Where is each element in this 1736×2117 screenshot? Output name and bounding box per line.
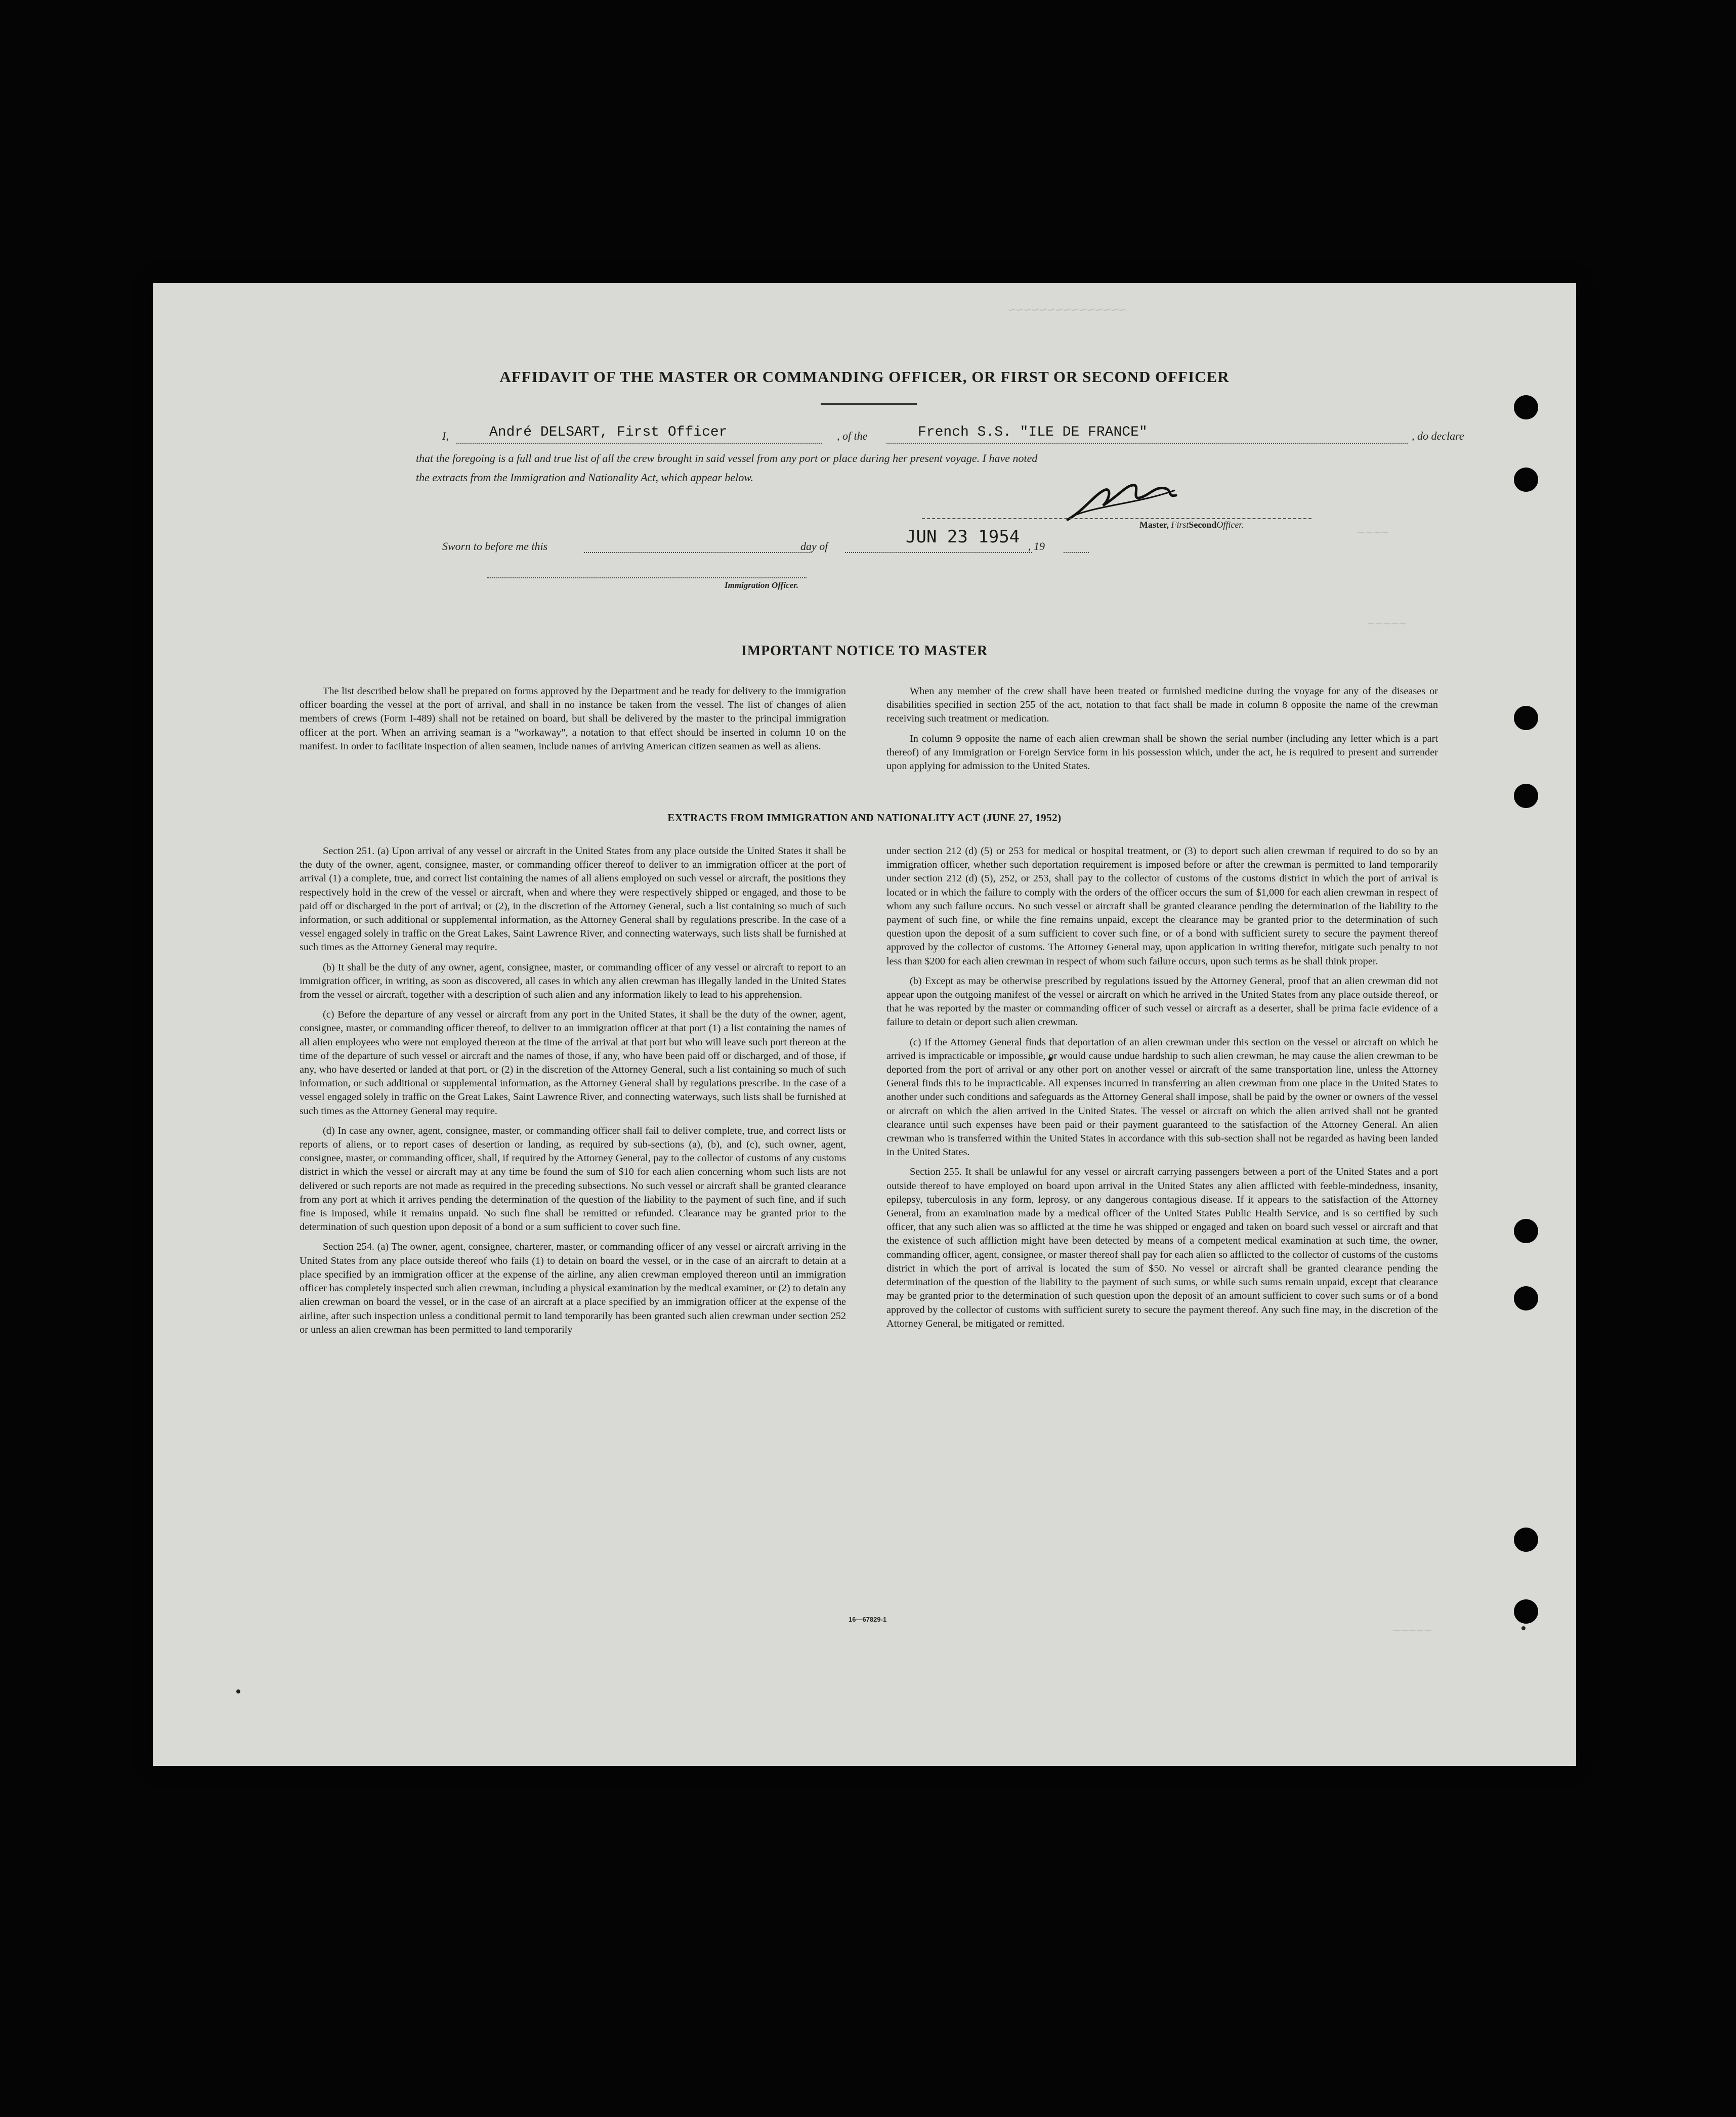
act-paragraph: (b) It shall be the duty of any owner, agent, consignee, master, or commanding officer of any vessel or aircraft to report to an immigration officer, in writing, as soon as discovered, all cases in which any alien crewman has illegally landed in the United States from the vessel or aircraft, together with a description of such alien and any information likely to lead to his apprehension. — [300, 961, 846, 1001]
notice-left-column — [300, 685, 846, 759]
caption-master-struck: Master, — [1139, 520, 1169, 530]
binder-hole — [1514, 1599, 1538, 1624]
speck — [236, 1689, 240, 1693]
bleed-through-text: ~~~~~~~~~~~~~~~ — [1008, 303, 1127, 318]
sworn-month-blank — [845, 552, 1032, 553]
notice-paragraph: In column 9 opposite the name of each alien crewman shall be shown the serial number (including any letter which is a part thereof) of any Immigration or Foreign Service form in his possession which, under the act, he is required to present and surrender upon applying for admission to the United States. — [886, 733, 1438, 772]
vessel-blank — [886, 443, 1408, 444]
year-label: , 19 — [1028, 540, 1045, 553]
binder-hole — [1514, 1219, 1538, 1243]
act-paragraph: under section 212 (d) (5) or 253 for medical or hospital treatment, or (3) to deport such alien crewman if required to do so by an immigration officer, whether such deportation requirement is imposed before or after the crewman is permitted to land temporarily under section 212 (d) (5), 252, or 253, shall pay to the collector of customs of the customs district in which the port of arrival is located or in which the failure to comply with the orders of the officer occurs the sum of $1,000 for each alien crewman in respect of whom any such failure occurs. No such vessel or aircraft shall be granted clearance pending the determination of the liability to the payment of such fine, or while the fine remains unpaid, except the clearance may be granted prior to the determination of such question upon the deposit of a sum sufficient to cover such fine, or of a bond with sufficient surety to secure the payment thereof approved by the collector of customs. The Attorney General may, upon application in writing therefor, mitigate such penalty to not less than $200 for each alien crewman in respect of whom such failure occurs, upon such terms as he shall think proper. — [886, 845, 1438, 967]
name-blank — [456, 443, 822, 444]
affidavit-line-3: the extracts from the Immigration and Nationality Act, which appear below. — [416, 471, 753, 484]
binder-hole — [1514, 468, 1538, 492]
signature-line — [922, 518, 1311, 519]
binder-hole — [1514, 1528, 1538, 1552]
form-number: 16—67829-1 — [849, 1616, 887, 1623]
of-the-label: , of the — [837, 430, 868, 442]
caption-first: First — [1171, 520, 1189, 530]
act-paragraph: Section 254. (a) The owner, agent, consignee, charterer, master, or commanding officer of any vessel or aircraft arriving in the United States from any place outside thereof who fails (1) to detain on board the vessel, or in the case of an aircraft to detain at a place specified by an immigration officer at the expense of the airline, any alien crewman employed thereon until an immigration officer has completely inspected such alien crewman, including a physical examination by the medical examiner, or (2) to detain any alien crewman on board the vessel, or in the case of an aircraft at a place specified by an immigration officer at the expense of the airline, after such inspection unless a conditional permit to land temporarily has been granted such alien crewman under section 252 or unless an alien crewman has been permitted to land temporarily — [300, 1241, 846, 1335]
affiant-label: I, — [442, 430, 449, 442]
immigration-officer-caption: Immigration Officer. — [725, 580, 799, 590]
notice-right-column — [886, 685, 1438, 779]
speck — [1521, 1626, 1526, 1630]
date-stamp: JUN 23 1954 — [906, 527, 1020, 547]
act-paragraph: Section 255. It shall be unlawful for any vessel or aircraft carrying passengers between a port of the United States and a port outside thereof to have employed on board upon arrival in the United States any alien afflicted with feeble-mindedness, insanity, epilepsy, tuberculosis in any form, leprosy, or any dangerous contagious disease. If it appears to the satisfaction of the Attorney General, from an examination made by a medical officer of the United States Public Health Service, and is so certified by such officer, that any such alien was so afflicted at the time he was shipped or engaged and taken on board such vessel or aircraft and that the existence of such affliction might have been detected by means of a competent medical examination at such time, the owner, commanding officer, agent, consignee, or master thereof shall pay for each alien so afflicted to the collector of customs of the customs district in which the port of arrival is located the sum of $50. No vessel or aircraft shall be granted clearance pending the determination of the question of the liability to the payment of such sums, or while such sums remain unpaid, except that clearance may be granted prior to the determination of such question upon the deposit of an amount sufficient to cover such sums or of a bond approved by the collector of customs with sufficient surety to secure the payment thereof. Any such fine may, in the discretion of the Attorney General, be mitigated or remitted. — [886, 1166, 1438, 1329]
affidavit-line-2: that the foregoing is a full and true list of all the crew brought in said vessel from any port or place during her present voyage. I have noted — [416, 452, 1038, 464]
binder-hole — [1514, 395, 1538, 419]
day-of-label: day of — [800, 540, 828, 553]
notice-title: IMPORTANT NOTICE TO MASTER — [741, 643, 988, 659]
bleed-through-text: ~~~~~ — [1392, 1624, 1432, 1639]
signature-caption — [1139, 520, 1244, 530]
notice-paragraph: When any member of the crew shall have been treated or furnished medicine during the voyage for any of the diseases or disabilities specified in section 255 of the act, notation to that fact shall be made in column 8 opposite the name of the crewman receiving such treatment or medication. — [886, 686, 1438, 725]
sworn-label: Sworn to before me this — [442, 540, 548, 553]
document-page — [153, 283, 1576, 1766]
act-paragraph: (b) Except as may be otherwise prescribed by regulations issued by the Attorney General, proof that an alien crewman did not appear upon the outgoing manifest of the vessel or aircraft on which he arrived in the United States from any place outside thereof, or that he was reported by the master or commanding officer of such vessel or aircraft as a deserter, shall be prima facie evidence of a failure to detain or deport such alien crewman. — [886, 975, 1438, 1028]
bleed-through-text: ~~~~ — [1357, 526, 1389, 541]
act-paragraph: Section 251. (a) Upon arrival of any vessel or aircraft in the United States from any place outside the United States it shall be the duty of the owner, agent, consignee, master, or commanding officer thereof to deliver to an immigration officer at the port of arrival (1) a complete, true, and correct list containing the names of all aliens employed on such vessel or aircraft, the positions they respectively hold in the crew of the vessel or aircraft, when and where they were respectively shipped or engaged, and those to be paid off or discharged in the port of arrival; or (2), in the discretion of the Attorney General, such a list containing so much of such information, or such additional or supplemental information, as the Attorney General shall by regulations prescribe. In the case of a vessel engaged solely in traffic on the Great Lakes, Saint Lawrence River, and connecting waterways, such lists shall be furnished at such times as the Attorney General may require. — [300, 845, 846, 953]
binder-hole — [1514, 1286, 1538, 1310]
sworn-year-blank — [1064, 552, 1089, 553]
extracts-title: EXTRACTS FROM IMMIGRATION AND NATIONALITY ACT (JUNE 27, 1952) — [667, 812, 1062, 824]
act-left-column — [300, 844, 846, 1343]
act-paragraph: (d) In case any owner, agent, consignee, master, or commanding officer shall fail to deliver complete, true, and correct lists or reports of aliens, or to report cases of desertion or landing, as required by sub-sections (a), (b), and (c), such owner, agent, consignee, master, or commanding officer, shall, if required by the Attorney General, pay to the collector of customs of any customs district in which the vessel or aircraft may at any time be found the sum of $10 for each alien concerning whom such lists are not delivered or such reports are not made as required in the preceding subsections. No such vessel or aircraft shall be granted clearance from any port at which it arrives pending the determination of the question of the liability to the payment of such fine, and if such fine is imposed, while it remains unpaid. No such fine shall be remitted or refunded. Clearance may be granted prior to the determination of such question upon deposit of a bond or a sum sufficient to cover such fine. — [300, 1125, 846, 1233]
act-paragraph: (c) If the Attorney General finds that deportation of an alien crewman under this section on the vessel or aircraft on which he arrived is impracticable or impossible, or would cause undue hardship to such alien crewman, he may cause the alien crewman to be deported from the port of arrival or any other port on another vessel or aircraft of the same transportation line, unless the Attorney General finds this to be impracticable. All expenses incurred in transferring an alien crewman from one place in the United States to another under such conditions and safeguards as the Attorney General shall impose, shall be paid by the owner or owners of the vessel or aircraft on which the alien arrived in the United States. The vessel or aircraft on which the alien arrived shall not be granted clearance until such expenses have been paid or their payment guaranteed to the satisfaction of the Attorney General. An alien crewman who is transferred within the United States in accordance with this sub-section shall not be regarded as having been landed in the United States. — [886, 1036, 1438, 1158]
affidavit-title: AFFIDAVIT OF THE MASTER OR COMMANDING OFFICER, OR FIRST OR SECOND OFFICER — [499, 368, 1230, 386]
notice-paragraph: The list described below shall be prepared on forms approved by the Department and be ready for delivery to the immigration officer boarding the vessel at the port of arrival, and shall in no instance be taken from the vessel. The list of changes of alien members of crews (Form I-489) shall not be retained on board, but shall be delivered by the master to the principal immigration officer at the port. When an arriving seaman is a "workaway", a notation to that effect should be inserted in column 10 on the manifest. In order to facilitate inspection of alien seamen, include names of arriving American citizen seamen as well as aliens. — [300, 686, 846, 752]
caption-officer: Officer. — [1216, 520, 1244, 530]
affiant-name: André DELSART, First Officer — [489, 425, 728, 440]
binder-hole — [1514, 706, 1538, 730]
bleed-through-text: ~~~~~ — [1367, 617, 1407, 632]
sworn-day-blank — [584, 552, 812, 553]
immigration-officer-blank — [487, 577, 807, 578]
binder-hole — [1514, 784, 1538, 808]
vessel-name: French S.S. "ILE DE FRANCE" — [918, 425, 1148, 440]
act-paragraph: (c) Before the departure of any vessel or aircraft from any port in the United States, it shall be the duty of the owner, agent, consignee, master, or commanding officer thereof, to deliver to an immigration officer at that port (1) a list containing the names of all alien employees who were not employed thereon at the time of the arrival at that port but who will leave such port thereon at the time of the departure of such vessel or aircraft and the names of those, if any, who have been paid off or discharged, and of those, if any, who have deserted or landed at that port, or (2) in the discretion of the Attorney General, such a list containing so much of such information, or such additional or supplemental information, as the Attorney General shall by regulations prescribe. In the case of a vessel engaged solely in traffic on the Great Lakes, Saint Lawrence River, and connecting waterways, such lists shall be furnished at such times as the Attorney General may require. — [300, 1009, 846, 1117]
title-underline — [821, 403, 917, 405]
caption-second-struck: Second — [1189, 520, 1217, 530]
do-declare-label: , do declare — [1412, 430, 1464, 442]
act-right-column — [886, 844, 1438, 1337]
